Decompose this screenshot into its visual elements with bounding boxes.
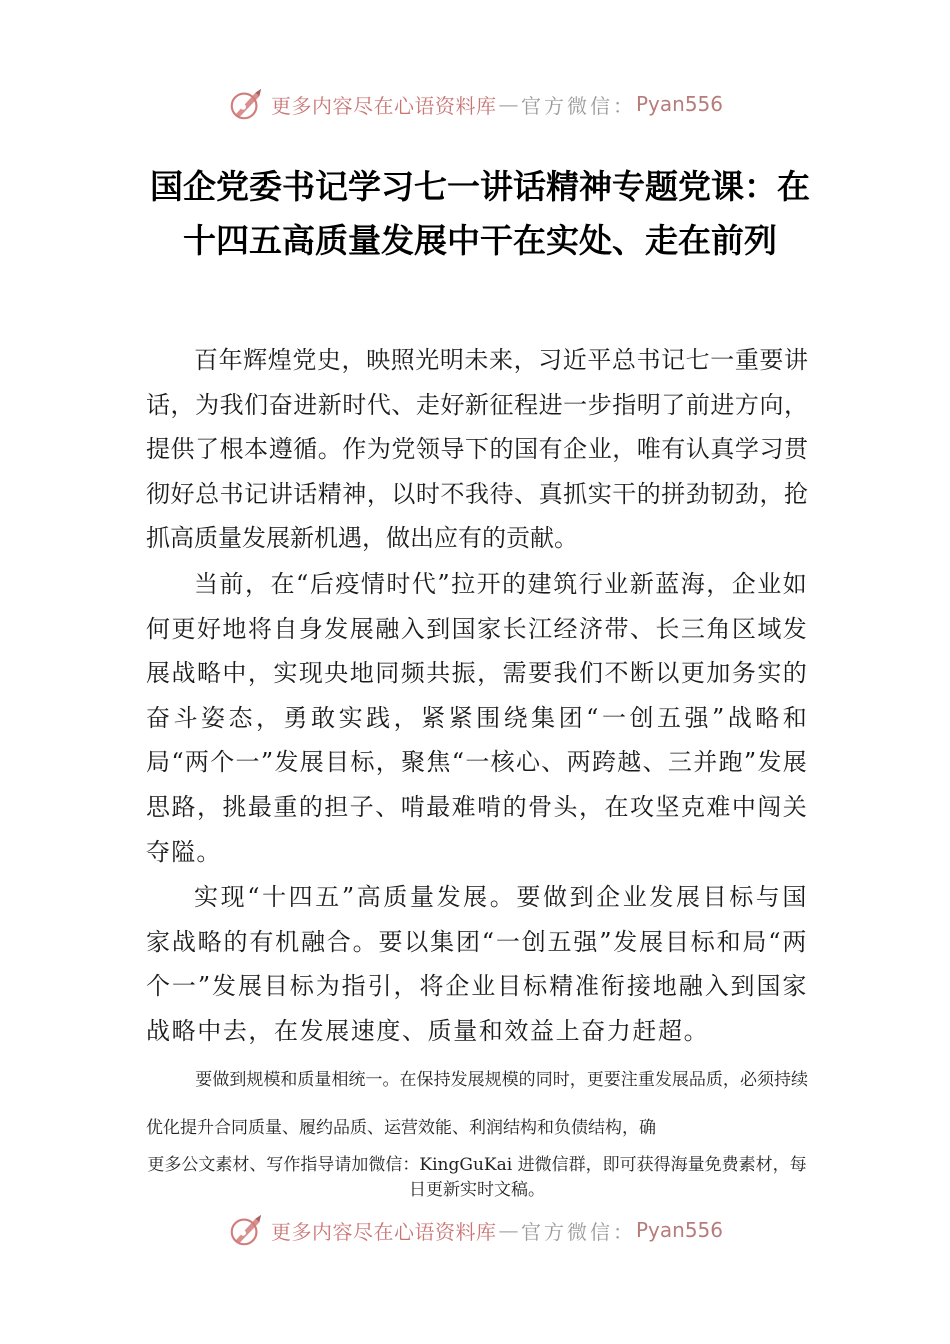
paragraph-2 [146,562,808,874]
paragraph-text: 当前，在“后疫情时代”拉开的建筑行业新蓝海，企业如何更好地将自身发展融入到国家长江经济带、长三角区域发展战略中，实现央地同频共振，需要我们不断以更加务实的奋斗姿态，勇敢实践，紧紧围绕集团“一创五强”战略和局“两个一”发展目标，聚焦“一核心、两跨越、三并跑”发展思路，挑最重的担子、啃最难啃的骨头，在攻坚克难中闯关夺隘。 [146,570,808,866]
watermark-header [0,84,950,124]
paragraph-1 [146,338,808,561]
watermark-wechat-id: Pyan556 [635,92,723,116]
paragraph-text: 要做到规模和质量相统一。在保持发展规模的同时，更要注重发展品质，必须持续优化提升合同质量、履约品质、运营效能、利润结构和负债结构，确 [146,1070,808,1138]
watermark-footer [0,1210,950,1250]
paragraph-3 [146,875,808,1053]
footer-note: 更多公文素材、写作指导请加微信：KingGuKai 进微信群，即可获得海量免费素材，每日更新实时文稿。 [147,1155,807,1200]
watermark-brand: 更多内容尽在心语资料库 [270,1219,497,1244]
watermark-brand: 更多内容尽在心语资料库 [270,93,497,118]
watermark-separator: — [498,1218,519,1242]
document-title: 国企党委书记学习七一讲话精神专题党课：在十四五高质量发展中干在实处、走在前列 [150,167,810,260]
watermark-label: 官方微信： [520,1219,636,1244]
pen-logo-icon [227,1211,265,1249]
watermark-label: 官方微信： [520,93,636,118]
pen-logo-icon [227,85,265,123]
paragraph-text: 百年辉煌党史，映照光明未来，习近平总书记七一重要讲话，为我们奋进新时代、走好新征程进一步指明了前进方向，提供了根本遵循。作为党领导下的国有企业，唯有认真学习贯彻好总书记讲话精神，以时不我待、真抓实干的拼劲韧劲，抢抓高质量发展新机遇，做出应有的贡献。 [146,346,808,553]
paragraph-text: 实现“十四五”高质量发展。要做到企业发展目标与国家战略的有机融合。要以集团“一创五强”发展目标和局“两个一”发展目标为指引，将企业目标精准衔接地融入到国家战略中去，在发展速度、质量和效益上奋力赶超。 [146,883,808,1045]
paragraph-4 [146,1056,808,1152]
watermark-separator: — [498,92,519,116]
watermark-wechat-id: Pyan556 [635,1218,723,1242]
